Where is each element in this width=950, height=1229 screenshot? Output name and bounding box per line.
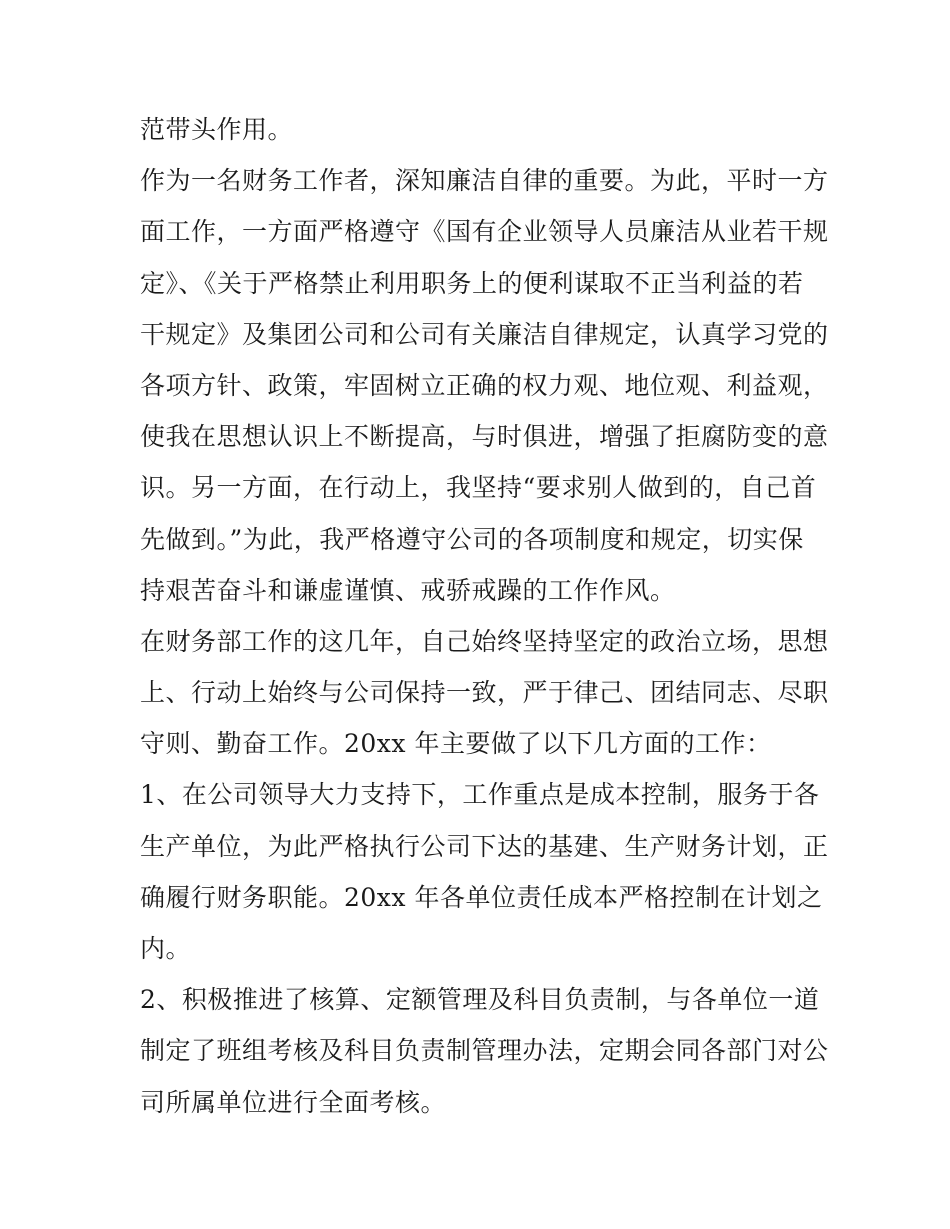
text-line: 干规定》及集团公司和公司有关廉洁自律规定，认真学习党的 — [140, 319, 829, 349]
text-line: 识。另一方面，在行动上，我坚持“要求别人做到的，自己首 — [140, 473, 817, 503]
text-line: 确履行财务职能。20xx 年各单位责任成本严格控制在计划之 — [140, 882, 823, 912]
paragraph-finance-department-work — [140, 616, 829, 770]
text-line: 作为一名财务工作者，深知廉洁自律的重要。为此，平时一方 — [140, 166, 829, 196]
text-line: 制定了班组考核及科目负责制管理办法，定期会同各部门对公 — [140, 1036, 829, 1066]
text-line: 在财务部工作的这几年，自己始终坚持坚定的政治立场，思想 — [140, 626, 829, 656]
text-line: 1、在公司领导大力支持下，工作重点是成本控制，服务于各 — [140, 780, 820, 810]
text-line: 范带头作用。 — [140, 115, 294, 144]
text-line: 面工作，一方面严格遵守《国有企业领导人员廉洁从业若干规 — [140, 217, 829, 247]
paragraph-closing-fragment — [140, 104, 812, 155]
text-line: 定》、《关于严格禁止利用职务上的便利谋取不正当利益的若 — [140, 268, 804, 298]
text-line: 守则、勤奋工作。20xx 年主要做了以下几方面的工作： — [140, 729, 772, 759]
document-body — [140, 104, 829, 1128]
text-line: 司所属单位进行全面考核。 — [140, 1087, 447, 1117]
text-line: 先做到。”为此，我严格遵守公司的各项制度和规定，切实保 — [140, 524, 804, 554]
text-line: 2、积极推进了核算、定额管理及科目负责制，与各单位一道 — [140, 985, 820, 1015]
paragraph-item-2-accounting-management — [140, 974, 829, 1128]
text-line: 使我在思想认识上不断提高，与时俱进，增强了拒腐防变的意 — [140, 422, 829, 452]
text-line: 内。 — [140, 934, 192, 963]
text-line: 上、行动上始终与公司保持一致，严于律己、团结同志、尽职 — [140, 678, 829, 708]
paragraph-integrity-self-discipline — [140, 155, 829, 616]
text-line: 生产单位，为此严格执行公司下达的基建、生产财务计划，正 — [140, 831, 829, 861]
paragraph-item-1-cost-control — [140, 769, 829, 974]
text-line: 各项方针、政策，牢固树立正确的权力观、地位观、利益观， — [140, 370, 829, 400]
text-line: 持艰苦奋斗和谦虚谨慎、戒骄戒躁的工作作风。 — [140, 575, 676, 605]
